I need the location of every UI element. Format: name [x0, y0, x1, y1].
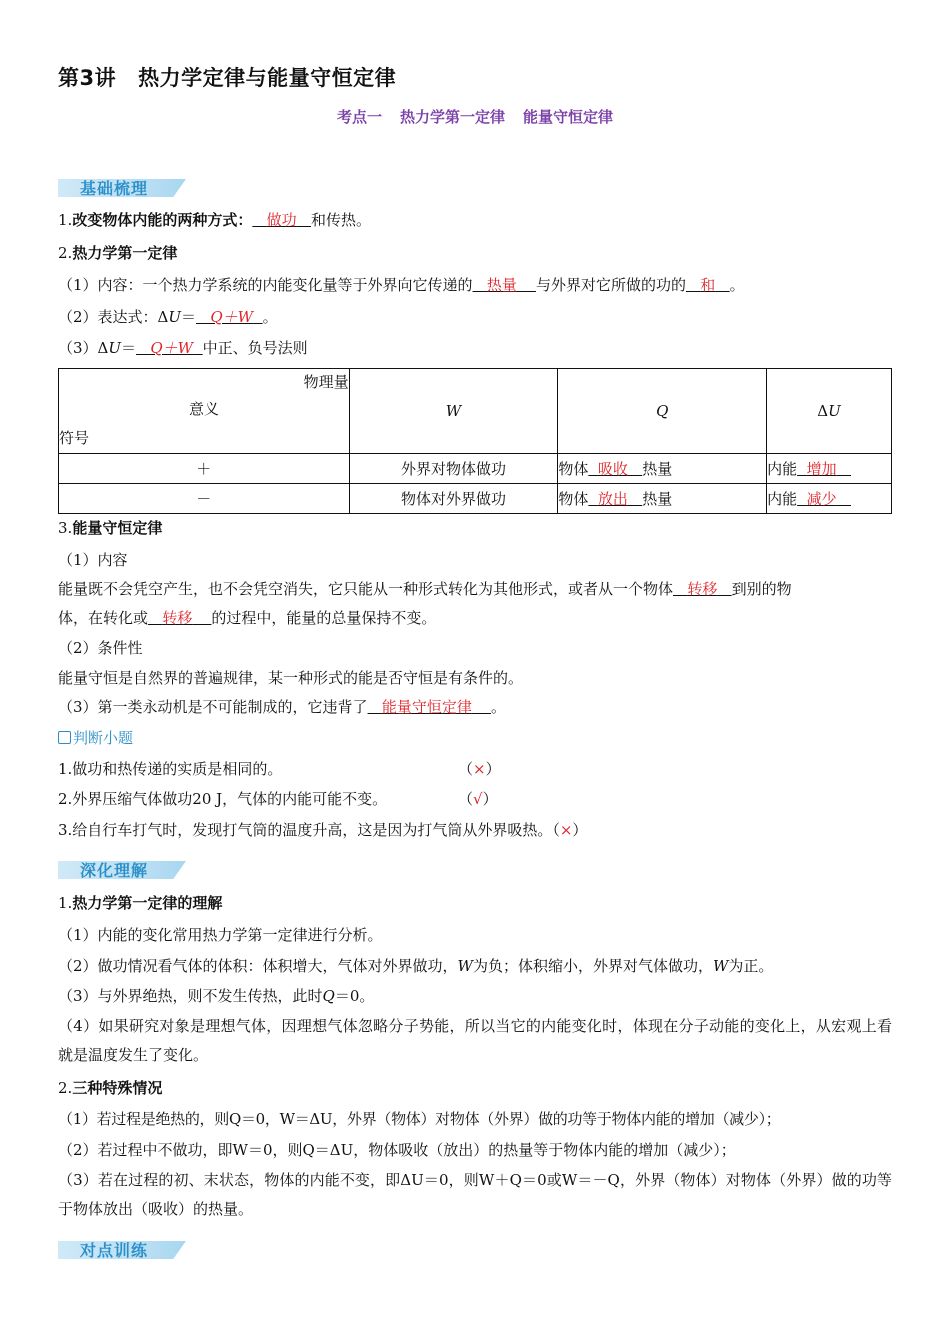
badge-basics-label: 基础梳理	[80, 179, 149, 198]
s2-answer-heat: 热量	[486, 276, 517, 294]
s2-p2: （2）表达式：ΔU＝ Q＋W 。	[58, 308, 278, 326]
row-w: 物体对外界做功	[349, 484, 558, 514]
s3-c2: （2）条件性	[58, 639, 143, 657]
row-w: 外界对物体做功	[349, 454, 558, 484]
row-du: 内能 减少	[767, 484, 892, 514]
s2-p3: （3）ΔU＝ Q＋W 中正、负号法则	[58, 339, 308, 357]
section-subtitle	[58, 106, 892, 127]
col-header-w: W	[349, 369, 558, 454]
d1-p1: （1）内能的变化常用热力学第一定律进行分析。	[58, 926, 383, 944]
d1-p4: （4）如果研究对象是理想气体，因理想气体忽略分子势能，所以当它的内能变化时，体现在分子动能的变化上，从宏观上看就是温度发生了变化。	[58, 1017, 892, 1064]
s1-answer: 做功	[266, 211, 297, 229]
table-header-row	[59, 369, 892, 454]
checkbox-icon	[58, 731, 71, 744]
lecture-number: 第3讲	[58, 66, 117, 90]
col-header-du: ΔU	[767, 369, 892, 454]
d1-p3: （3）与外界绝热，则不发生传热，此时Q＝0。	[58, 987, 375, 1005]
s3-c1-text: 能量既不会凭空产生，也不会凭空消失，它只能从一种形式转化为其他形式，或者从一个物体 转移 到别的物 体，在转化或 转移 的过程中，能量的总量保持不变。	[58, 580, 792, 627]
sign-rule-table	[58, 368, 892, 514]
table-row	[59, 484, 892, 514]
judge-item-1: 1.做功和热传递的实质是相同的。 （×）	[58, 760, 501, 778]
s2-answer-expression-2: Q＋W	[150, 339, 194, 357]
page-title	[58, 62, 396, 92]
corner-mid: 意义	[189, 400, 220, 418]
judge-heading: 判断小题	[58, 727, 133, 748]
row-q: 物体 放出 热量	[558, 484, 767, 514]
s1-line: 1.改变物体内能的两种方式： 做功 和传热。	[58, 211, 371, 229]
lecture-name: 热力学定律与能量守恒定律	[138, 66, 397, 90]
badge-deep-label: 深化理解	[80, 861, 149, 880]
table-row	[59, 454, 892, 484]
s2-answer-sum: 和	[700, 276, 716, 294]
d1-label: 热力学第一定律的理解	[72, 894, 223, 912]
s3-c1: （1）内容	[58, 551, 128, 569]
s1-label: 改变物体内能的两种方式：	[72, 211, 253, 229]
table-corner-cell	[59, 369, 350, 454]
judge-item-2: 2.外界压缩气体做功20 J，气体的内能可能不变。 （√）	[58, 790, 498, 808]
s3-c2-text: 能量守恒是自然界的普遍规律，某一种形式的能是否守恒是有条件的。	[58, 669, 524, 687]
badge-deep	[58, 858, 188, 880]
corner-bottom: 符号	[59, 429, 90, 447]
col-header-q: Q	[558, 369, 767, 454]
d1-heading: 1.热力学第一定律的理解	[58, 894, 223, 912]
s2-heading: 2.热力学第一定律	[58, 244, 178, 262]
s3-label: 能量守恒定律	[72, 519, 163, 537]
row-du: 内能 增加	[767, 454, 892, 484]
s2-label: 热力学第一定律	[72, 244, 178, 262]
subtitle-topic2: 能量守恒定律	[523, 108, 614, 126]
row-q: 物体 吸收 热量	[558, 454, 767, 484]
s2-answer-expression: Q＋W	[210, 308, 254, 326]
d1-p2: （2）做功情况看气体的体积：体积增大，气体对外界做功，W为负；体积缩小，外界对气体做功，W为正。	[58, 957, 774, 975]
row-sign: ＋	[59, 454, 350, 484]
d2-c1: （1）若过程是绝热的，则Q＝0，W＝ΔU，外界（物体）对物体（外界）做的功等于物体内能的增加（减少）；	[58, 1110, 781, 1128]
corner-top: 物理量	[303, 373, 349, 391]
d2-c3: （3）若在过程的初、末状态，物体的内能不变，即ΔU＝0，则W＋Q＝0或W＝－Q，外界（物体）对物体（外界）做的功等于物体放出（吸收）的热量。	[58, 1171, 892, 1218]
badge-practice	[58, 1238, 188, 1260]
subtitle-topic1: 热力学第一定律	[399, 108, 505, 126]
d2-c2: （2）若过程中不做功，即W＝0，则Q＝ΔU，物体吸收（放出）的热量等于物体内能的增加（减少）；	[58, 1141, 736, 1159]
row-sign: －	[59, 484, 350, 514]
s3-c3: （3）第一类永动机是不可能制成的，它违背了 能量守恒定律 。	[58, 698, 506, 716]
badge-basics	[58, 176, 188, 198]
subtitle-point: 考点一	[336, 108, 382, 126]
s3-heading: 3.能量守恒定律	[58, 519, 163, 537]
d2-heading: 2.三种特殊情况	[58, 1079, 163, 1097]
badge-practice-label: 对点训练	[80, 1241, 149, 1260]
d2-label: 三种特殊情况	[72, 1079, 163, 1097]
s2-p1: （1）内容：一个热力学系统的内能变化量等于外界向它传递的 热量 与外界对它所做的功的 和 。	[58, 276, 745, 294]
judge-item-3: 3.给自行车打气时，发现打气筒的温度升高，这是因为打气筒从外界吸热。（×）	[58, 821, 588, 839]
